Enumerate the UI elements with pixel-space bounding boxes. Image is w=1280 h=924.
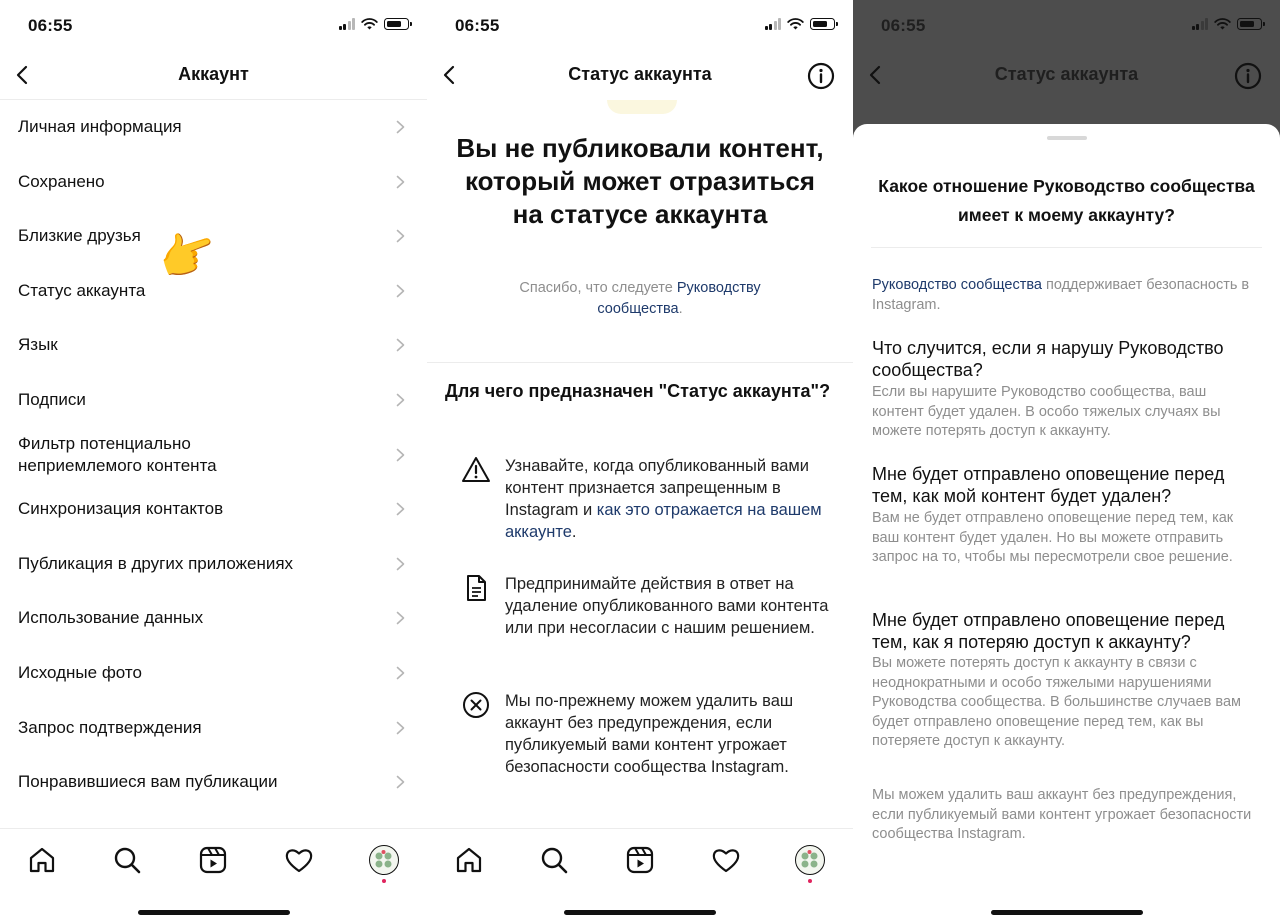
- faq-answer: Если вы нарушите Руководство сообщества, ваш контент будет удален. В особо тяжелых случаях вы можете потерять доступ к аккаунту.: [872, 384, 1221, 439]
- feature-item: [461, 690, 839, 778]
- home-indicator: [564, 910, 716, 915]
- status-time: 06:55: [455, 16, 500, 35]
- settings-item-label: Язык: [18, 335, 58, 355]
- info-icon[interactable]: [1234, 62, 1262, 90]
- status-icons: [1192, 18, 1263, 30]
- settings-item-label: Исходные фото: [18, 663, 142, 682]
- home-icon[interactable]: [27, 845, 57, 875]
- feature-text: Мы по-прежнему можем удалить ваш аккаунт без предупреждения, если публикуемый вами контент угрожает безопасности сообщества Instagram.: [505, 692, 794, 776]
- status-icons: [339, 18, 410, 30]
- profile-avatar[interactable]: [795, 845, 825, 875]
- settings-item-label: Синхронизация контактов: [18, 499, 224, 519]
- section-divider: [427, 362, 853, 363]
- intro-text: [872, 276, 1258, 315]
- chevron-right-icon: [396, 175, 405, 189]
- community-guidelines-link[interactable]: Руководству сообщества: [597, 280, 761, 317]
- avatar-flowers-icon: [796, 846, 823, 873]
- home-indicator: [138, 910, 290, 915]
- warning-icon: [461, 455, 491, 485]
- tab-bar: [427, 828, 853, 924]
- settings-item-label: Личная информация: [18, 117, 182, 136]
- settings-item-label: Статус аккаунта: [18, 280, 146, 300]
- battery-icon: [810, 18, 835, 30]
- status-time: 06:55: [28, 16, 73, 35]
- chevron-right-icon: [396, 448, 405, 462]
- feature-text-end: .: [571, 523, 577, 541]
- chevron-right-icon: [396, 120, 405, 134]
- heart-icon[interactable]: [711, 845, 741, 875]
- pointing-hand-emoji: 👉: [151, 221, 225, 290]
- status-bar: [0, 0, 427, 50]
- section-title: Для чего предназначен "Статус аккаунта"?: [445, 381, 831, 401]
- faq-answer: Вы можете потерять доступ к аккаунту в связи с неоднократными и особо тяжелыми нарушениями Руководства сообщества. В большинстве случаев вам будет отправлено оповещение перед тем, как вы потеряете доступ к аккаунту.: [872, 655, 1241, 749]
- home-icon[interactable]: [454, 845, 484, 875]
- notification-dot: [808, 879, 812, 883]
- impact-link[interactable]: как это отражается на вашем аккаунте: [505, 501, 822, 541]
- page-title: Статус аккаунта: [568, 64, 712, 84]
- cellular-signal-icon: [765, 18, 782, 30]
- faq-answer: Вам не будет отправлено оповещение перед тем, как ваш контент будет удален. Но вы можете отправить запрос на то, чтобы мы пересмотрели свое решение.: [872, 510, 1234, 565]
- info-icon[interactable]: [807, 62, 835, 90]
- status-bar: [853, 0, 1280, 50]
- community-guidelines-link[interactable]: Руководство сообщества: [872, 277, 1042, 293]
- circle-x-icon: [461, 690, 491, 720]
- status-time: 06:55: [881, 16, 926, 35]
- feature-item: [461, 573, 839, 639]
- settings-item[interactable]: [0, 482, 427, 536]
- search-icon[interactable]: [539, 845, 569, 875]
- chevron-right-icon: [396, 721, 405, 735]
- settings-item[interactable]: [0, 100, 427, 154]
- settings-item[interactable]: [0, 537, 427, 591]
- sheet-grabber[interactable]: [1047, 136, 1087, 140]
- settings-item-label: Публикация в других приложениях: [18, 553, 294, 573]
- tab-bar: [0, 828, 427, 924]
- settings-item[interactable]: [0, 591, 427, 645]
- settings-item-label: Использование данных: [18, 608, 204, 628]
- wifi-icon: [361, 18, 378, 30]
- sheet-title: Какое отношение Руководство сообщества имеет к моему аккаунту?: [878, 176, 1255, 225]
- chevron-right-icon: [396, 502, 405, 516]
- status-headline: Вы не публиковали контент, который может отразиться на статусе аккаунта: [456, 133, 824, 229]
- chevron-right-icon: [396, 557, 405, 571]
- settings-item-label: Сохранено: [18, 171, 105, 191]
- thanks-suffix: .: [678, 301, 683, 317]
- wifi-icon: [1214, 18, 1231, 30]
- wifi-icon: [787, 18, 804, 30]
- chevron-right-icon: [396, 338, 405, 352]
- battery-icon: [1237, 18, 1262, 30]
- settings-item-label: Подписи: [18, 390, 86, 409]
- bottom-sheet: [853, 124, 1280, 924]
- settings-item[interactable]: [0, 373, 427, 427]
- guidelines-sheet-screen: [853, 0, 1280, 924]
- status-icons: [765, 18, 836, 30]
- chevron-right-icon: [396, 666, 405, 680]
- sheet-divider: [871, 247, 1262, 248]
- reels-icon[interactable]: [198, 845, 228, 875]
- final-note: Мы можем удалить ваш аккаунт без предупреждения, если публикуемый вами контент угрожает безопасности сообщества Instagram.: [872, 787, 1252, 842]
- avatar-flowers-icon: [370, 846, 397, 873]
- nav-header: [427, 50, 853, 100]
- cellular-signal-icon: [339, 18, 356, 30]
- chevron-right-icon: [396, 775, 405, 789]
- faq-question: Мне будет отправлено оповещение перед тем, как я потеряю доступ к аккаунту?: [872, 610, 1225, 652]
- settings-item[interactable]: [0, 646, 427, 700]
- settings-item-label: Понравившиеся вам публикации: [18, 772, 278, 792]
- reels-icon[interactable]: [625, 845, 655, 875]
- settings-item-label: Фильтр потенциально неприемлемого контента: [18, 433, 217, 475]
- settings-item-label: Близкие друзья: [18, 226, 141, 246]
- search-icon[interactable]: [112, 845, 142, 875]
- settings-item[interactable]: [0, 318, 427, 372]
- chevron-right-icon: [396, 284, 405, 298]
- status-bar: [427, 0, 853, 50]
- account-status-screen: [427, 0, 853, 924]
- profile-avatar[interactable]: [369, 845, 399, 875]
- nav-header: [0, 50, 427, 100]
- page-title: Статус аккаунта: [994, 64, 1139, 84]
- faq-question: Что случится, если я нарушу Руководство сообщества?: [872, 338, 1224, 380]
- settings-item[interactable]: [0, 428, 427, 482]
- chevron-right-icon: [396, 229, 405, 243]
- account-settings-screen: [0, 0, 427, 924]
- thanks-text: [477, 278, 803, 320]
- thanks-prefix: Спасибо, что следуете: [519, 280, 677, 296]
- chevron-right-icon: [396, 393, 405, 407]
- chevron-right-icon: [396, 611, 405, 625]
- status-illustration: [607, 100, 677, 114]
- battery-icon: [384, 18, 409, 30]
- page-title: Аккаунт: [178, 64, 249, 84]
- notification-dot: [382, 879, 386, 883]
- nav-header: [853, 50, 1280, 100]
- cellular-signal-icon: [1192, 18, 1209, 30]
- settings-item-label: Запрос подтверждения: [18, 717, 202, 737]
- settings-item[interactable]: [0, 155, 427, 209]
- settings-item[interactable]: [0, 701, 427, 755]
- heart-icon[interactable]: [284, 845, 314, 875]
- feature-text: Предпринимайте действия в ответ на удаление опубликованного вами контента или при несогласии с нашим решением.: [505, 575, 829, 637]
- faq-question: Мне будет отправлено оповещение перед тем, как мой контент будет удален?: [872, 464, 1225, 506]
- feature-text: Узнавайте, когда опубликованный вами контент признается запрещенным в Instagram и: [505, 457, 809, 519]
- feature-item: [461, 455, 839, 543]
- settings-item[interactable]: [0, 755, 427, 809]
- document-icon: [461, 573, 491, 603]
- home-indicator: [991, 910, 1143, 915]
- intro-rest: поддерживает безопасность в Instagram.: [872, 277, 1250, 313]
